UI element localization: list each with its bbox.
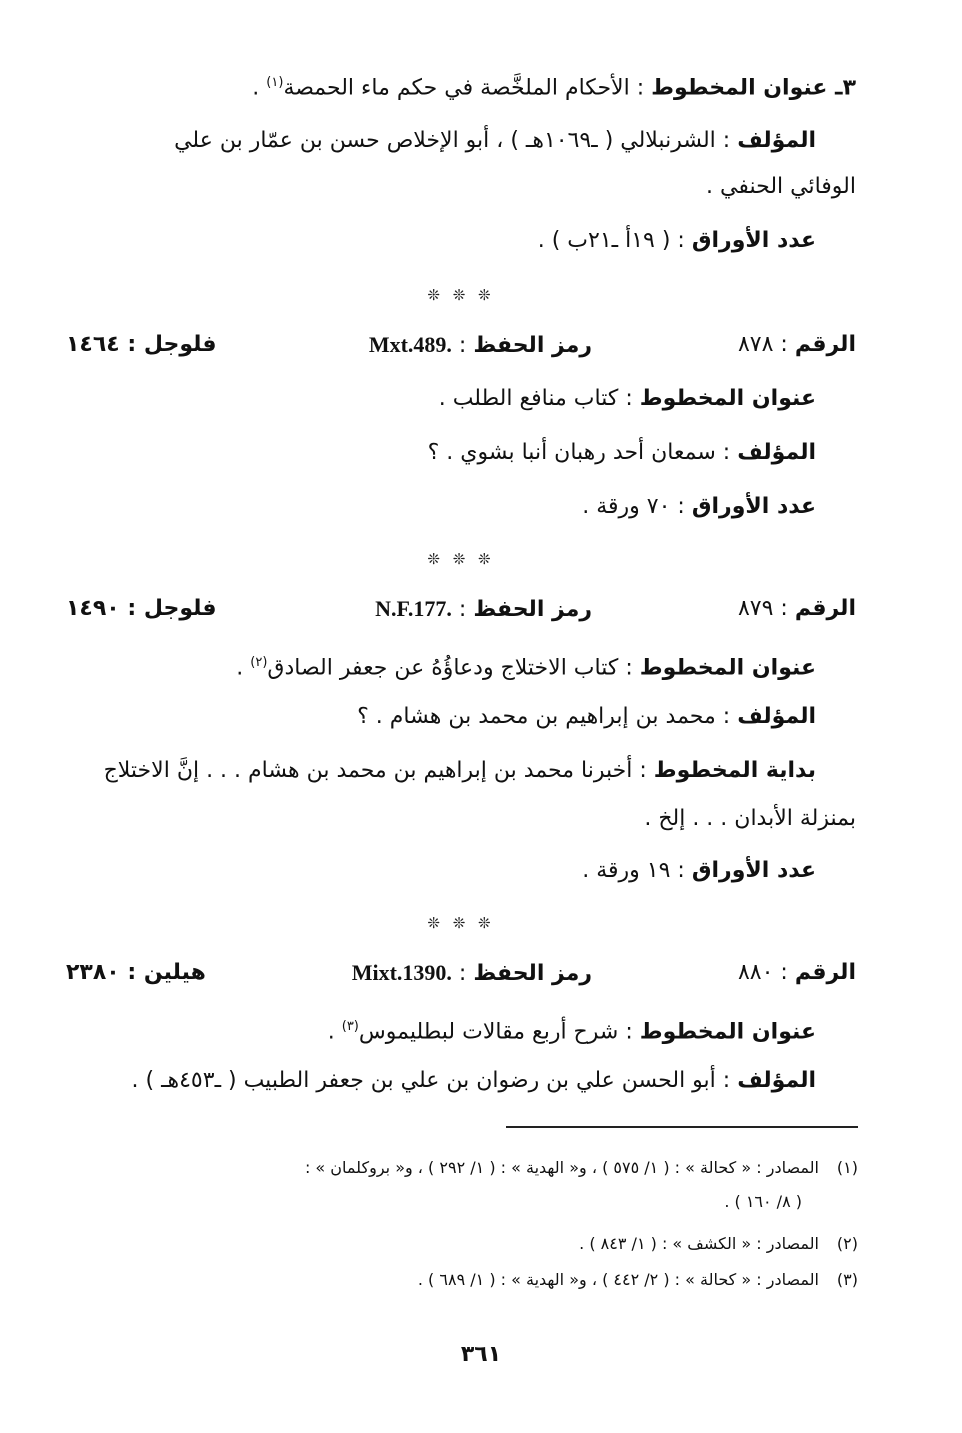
entry880-author: أبو الحسن علي بن رضوان بن علي بن جعفر الطبيب ( ـ٤٥٣هـ ) . bbox=[131, 1068, 716, 1093]
footnote-3-number: (٣) bbox=[836, 1270, 858, 1289]
entry879-leaves: ١٩ ورقة . bbox=[582, 858, 671, 883]
entry878-ref: فلوجل : ١٤٦٤ bbox=[66, 332, 217, 357]
entry879-leaves-line: عدد الأوراق : ١٩ ورقة . bbox=[582, 858, 816, 883]
entry880-shelf: Mixt.1390. bbox=[351, 960, 452, 985]
footnote-ref-3: (٣) bbox=[341, 1019, 359, 1034]
entry878-meta: الرقم : ٨٧٨ رمز الحفظ : Mxt.489. فلوجل : ١٤٦٤ bbox=[66, 332, 856, 358]
separator-3: ❊ ❊ ❊ bbox=[427, 914, 495, 932]
entry3-title-line: ٣ـ عنوان المخطوط : الأحكام الملخَّصة في حكم ماء الحمصة$^{(١)}$ . bbox=[252, 75, 856, 101]
footnote-1-text: المصادر : « كحالة » : ( ١/ ٥٧٥ ) ، و« الهدية » : ( ١/ ٢٩٢ ) ، و« بروكلمان » : bbox=[304, 1158, 819, 1177]
entry879-beginning: أخبرنا محمد بن إبراهيم بن محمد بن هشام . . . إنَّ الاختلاج bbox=[103, 758, 633, 783]
entry879-beginning-line: بداية المخطوط : أخبرنا محمد بن إبراهيم بن محمد بن هشام . . . إنَّ الاختلاج bbox=[103, 758, 816, 783]
beginning-label: بداية المخطوط bbox=[653, 758, 816, 783]
author-label: المؤلف bbox=[737, 440, 816, 465]
shelf-label: رمز الحفظ bbox=[473, 961, 592, 986]
entry3-author-line: المؤلف : الشرنبلالي ( ـ١٠٦٩هـ ) ، أبو الإخلاص حسن بن عمّار بن علي bbox=[174, 128, 816, 153]
entry880-author-line: المؤلف : أبو الحسن علي بن رضوان بن علي بن جعفر الطبيب ( ـ٤٥٣هـ ) . bbox=[131, 1068, 816, 1093]
entry879-ref: فلوجل : ١٤٩٠ bbox=[66, 596, 217, 621]
entry3-title-value: الأحكام الملخَّصة في حكم ماء الحمصة bbox=[283, 75, 630, 101]
footnote-1-cont: ( ٨/ ١٦٠ ) . bbox=[724, 1192, 802, 1211]
footnote-3 bbox=[70, 1268, 858, 1292]
entry3-leaves-line: عدد الأوراق : ( ١٩أ ـ٢١ب ) . bbox=[537, 228, 816, 253]
entry878-leaves-line: عدد الأوراق : ٧٠ ورقة . bbox=[582, 494, 816, 519]
author-label: المؤلف bbox=[737, 704, 816, 729]
number-label: الرقم bbox=[794, 596, 856, 621]
footnote-ref-2: (٢) bbox=[250, 655, 268, 670]
entry878-number: ٨٧٨ bbox=[737, 332, 774, 357]
entry879-author-line: المؤلف : محمد بن إبراهيم بن محمد بن هشام . ؟ bbox=[357, 704, 816, 729]
footnote-1 bbox=[70, 1156, 858, 1180]
leaves-label: عدد الأوراق bbox=[691, 494, 816, 519]
footnote-2-text: المصادر : « الكشف » : ( ١/ ٨٤٣ ) . bbox=[579, 1234, 819, 1253]
page-number: ٣٦١ bbox=[460, 1342, 502, 1367]
entry879-beginning-cont: بمنزلة الأبدان . . . إلخ . bbox=[644, 806, 856, 831]
footnote-2-number: (٢) bbox=[836, 1234, 858, 1253]
footnote-1-number: (١) bbox=[836, 1158, 858, 1177]
entry878-author: سمعان أحد رهبان أنبا بشوي . ؟ bbox=[427, 440, 716, 465]
entry3-leaves-label: عدد الأوراق bbox=[691, 228, 816, 253]
number-label: الرقم bbox=[794, 960, 856, 985]
title-label: عنوان المخطوط bbox=[639, 1019, 816, 1045]
separator-2: ❊ ❊ ❊ bbox=[427, 550, 495, 568]
entry880-ref: هيلين : ٢٣٨٠ bbox=[66, 960, 206, 985]
entry878-title-line: عنوان المخطوط : كتاب منافع الطلب . bbox=[438, 386, 816, 411]
shelf-label: رمز الحفظ bbox=[473, 597, 592, 622]
entry879-title: كتاب الاختلاج ودعاؤُهُ عن جعفر الصادق bbox=[267, 655, 619, 681]
title-label: عنوان المخطوط bbox=[639, 386, 816, 411]
footnote-2 bbox=[70, 1232, 858, 1256]
entry880-meta: الرقم : ٨٨٠ رمز الحفظ : Mixt.1390. هيلين : ٢٣٨٠ bbox=[66, 960, 856, 986]
entry879-number: ٨٧٩ bbox=[737, 596, 774, 621]
entry3-author-label: المؤلف bbox=[737, 128, 816, 153]
entry3-author-value: الشرنبلالي ( ـ١٠٦٩هـ ) ، أبو الإخلاص حسن بن عمّار بن علي bbox=[174, 128, 716, 153]
entry878-title: كتاب منافع الطلب . bbox=[438, 386, 619, 411]
entry3-author-cont: الوفائي الحنفي . bbox=[706, 174, 856, 199]
leaves-label: عدد الأوراق bbox=[691, 858, 816, 883]
entry878-leaves: ٧٠ ورقة . bbox=[582, 494, 671, 519]
author-label: المؤلف bbox=[737, 1068, 816, 1093]
title-label: عنوان المخطوط bbox=[639, 655, 816, 681]
footnote-ref-1: (١) bbox=[266, 75, 284, 90]
entry880-number: ٨٨٠ bbox=[737, 960, 774, 985]
entry3-leaves-value: ( ١٩أ ـ٢١ب ) . bbox=[537, 228, 671, 253]
number-label: الرقم bbox=[794, 332, 856, 357]
entry879-title-line: عنوان المخطوط : كتاب الاختلاج ودعاؤُهُ عن جعفر الصادق$^{(٢)}$ . bbox=[236, 655, 816, 681]
separator-1: ❊ ❊ ❊ bbox=[427, 286, 495, 304]
entry879-meta: الرقم : ٨٧٩ رمز الحفظ : N.F.177. فلوجل : ١٤٩٠ bbox=[66, 596, 856, 622]
entry879-author: محمد بن إبراهيم بن محمد بن هشام . ؟ bbox=[357, 704, 716, 729]
entry880-title: شرح أربع مقالات لبطليموس bbox=[358, 1019, 619, 1045]
entry880-title-line: عنوان المخطوط : شرح أربع مقالات لبطليموس$^{(٣)}$ . bbox=[327, 1019, 816, 1045]
entry878-author-line: المؤلف : سمعان أحد رهبان أنبا بشوي . ؟ bbox=[427, 440, 816, 465]
entry3-title-label: ٣ـ عنوان المخطوط bbox=[651, 75, 856, 101]
shelf-label: رمز الحفظ bbox=[473, 333, 592, 358]
entry879-shelf: N.F.177. bbox=[375, 596, 452, 621]
entry878-shelf: Mxt.489. bbox=[368, 332, 452, 357]
footnote-3-text: المصادر : « كحالة » : ( ٢/ ٤٤٢ ) ، و« الهدية » : ( ١/ ٦٨٩ ) . bbox=[417, 1270, 819, 1289]
footnote-divider bbox=[506, 1126, 858, 1128]
